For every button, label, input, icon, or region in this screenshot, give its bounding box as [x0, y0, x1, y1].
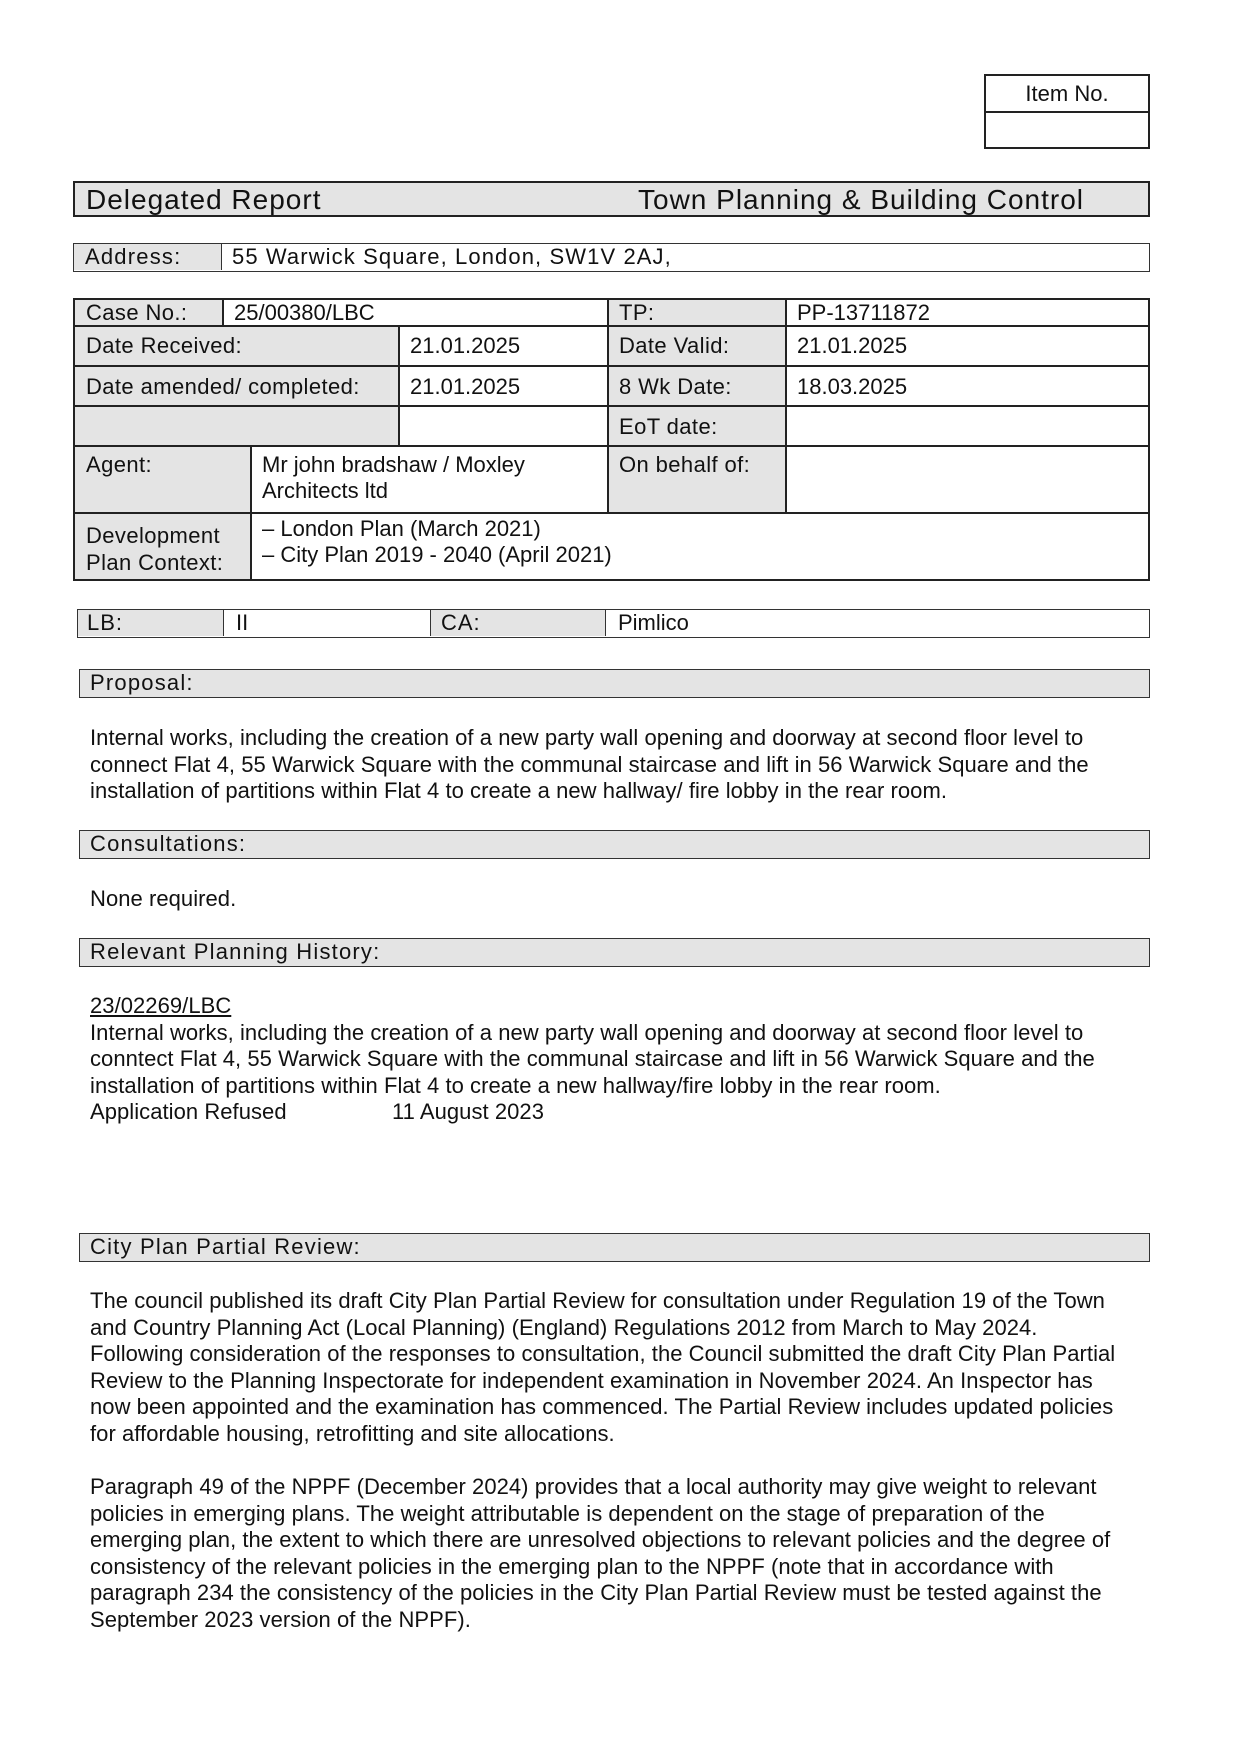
date-valid-label: Date Valid:	[619, 333, 730, 358]
history-decision-row	[90, 1099, 1180, 1126]
city-plan-p2-line-4: consistency of the relevant policies in the emerging plan to the NPPF (note that in accordance with	[90, 1553, 1054, 1579]
city-plan-p1-line-3: Following consideration of the responses to consultation, the Council submitted the draft City Plan Partial	[90, 1341, 1116, 1366]
development-plan-item-2: – City Plan 2019 - 2040 (April 2021)	[262, 542, 612, 567]
details-table	[73, 298, 1150, 581]
consultations-heading: Consultations:	[79, 830, 1150, 859]
item-number-box	[984, 74, 1150, 149]
city-plan-p1-line-2: and Country Planning Act (Local Planning) (England) Regulations 2012 from March to May 2024.	[90, 1314, 1038, 1340]
city-plan-p1-line-1: The council published its draft City Plan Partial Review for consultation under Regulation 19 of the Town	[90, 1288, 1105, 1313]
proposal-heading: Proposal:	[79, 669, 1150, 698]
development-plan-label	[75, 522, 234, 576]
agent-value	[251, 452, 536, 504]
city-plan-heading: City Plan Partial Review:	[79, 1233, 1150, 1262]
planning-history-heading: Relevant Planning History:	[79, 938, 1150, 967]
history-line-2: conntect Flat 4, 55 Warwick Square with the communal staircase and lift in 56 Warwick Square and the	[90, 1046, 1095, 1071]
agent-line-1: Mr john bradshaw / Moxley	[262, 452, 525, 477]
address-row	[73, 243, 1150, 272]
planning-history-text	[90, 993, 1180, 1126]
consultations-text: None required.	[90, 886, 237, 911]
report-type: Delegated Report	[86, 184, 322, 215]
history-line-1: Internal works, including the creation of a new party wall opening and doorway at second floor level to	[90, 1019, 1084, 1045]
city-plan-p1-line-4: Review to the Planning Inspectorate for independent examination in November 2024. An Inspector has	[90, 1367, 1093, 1393]
city-plan-paragraph-1	[90, 1288, 1190, 1447]
tp-value: PP-13711872	[797, 300, 930, 325]
eot-date-label: EoT date:	[619, 414, 718, 439]
lb-label: LB:	[87, 610, 124, 635]
on-behalf-of-label: On behalf of:	[619, 452, 751, 477]
lb-ca-row	[77, 609, 1150, 638]
address-label: Address:	[74, 244, 222, 270]
date-valid-value: 21.01.2025	[797, 333, 908, 358]
date-received-value: 21.01.2025	[410, 333, 521, 358]
department-name: Town Planning & Building Control	[638, 184, 1085, 215]
history-reference: 23/02269/LBC	[90, 993, 232, 1018]
history-decision-date: 11 August 2023	[392, 1099, 544, 1124]
item-number-label: Item No.	[986, 76, 1148, 113]
report-header	[73, 181, 1150, 217]
city-plan-paragraph-2	[90, 1474, 1190, 1633]
case-no-label: Case No.:	[86, 300, 188, 325]
city-plan-p2-line-2: policies in emerging plans. The weight attributable is dependent on the stage of preparation of the	[90, 1500, 1045, 1526]
city-plan-p2-line-6: September 2023 version of the NPPF).	[90, 1606, 471, 1632]
history-decision: Application Refused	[90, 1099, 287, 1124]
development-plan-item-1: – London Plan (March 2021)	[262, 516, 541, 541]
proposal-line-3: installation of partitions within Flat 4 to create a new hallway/ fire lobby in the rear room.	[90, 778, 948, 803]
history-line-3: installation of partitions within Flat 4 to create a new hallway/fire lobby in the rear room.	[90, 1072, 941, 1098]
city-plan-p2-line-1: Paragraph 49 of the NPPF (December 2024) provides that a local authority may give weight to relevant	[90, 1474, 1097, 1499]
city-plan-p2-line-3: emerging plan, the extent to which there are unresolved objections to relevant policies and the degree of	[90, 1527, 1111, 1552]
agent-label: Agent:	[86, 452, 153, 477]
eight-week-date-value: 18.03.2025	[797, 374, 908, 399]
item-number-value	[986, 113, 1148, 149]
proposal-line-1: Internal works, including the creation of a new party wall opening and doorway at second floor level to	[90, 725, 1084, 750]
tp-label: TP:	[619, 300, 655, 325]
development-plan-context	[251, 516, 623, 568]
agent-line-2: Architects ltd	[262, 478, 388, 503]
city-plan-p2-line-5: paragraph 234 the consistency of the policies in the City Plan Partial Review must be tested against the	[90, 1580, 1102, 1605]
ca-label: CA:	[441, 610, 481, 635]
lb-value: II	[236, 610, 249, 635]
case-no-value: 25/00380/LBC	[234, 300, 375, 325]
date-received-label: Date Received:	[86, 333, 243, 358]
development-plan-label-line-1: Development	[86, 523, 221, 548]
date-amended-value: 21.01.2025	[410, 374, 521, 399]
city-plan-p1-line-5: now been appointed and the examination has commenced. The Partial Review includes updated policies	[90, 1394, 1114, 1419]
proposal-text	[90, 725, 1180, 805]
city-plan-p1-line-6: for affordable housing, retrofitting and site allocations.	[90, 1420, 615, 1446]
eight-week-date-label: 8 Wk Date:	[619, 374, 732, 399]
development-plan-label-line-2: Plan Context:	[86, 550, 224, 575]
proposal-line-2: connect Flat 4, 55 Warwick Square with the communal staircase and lift in 56 Warwick Square and the	[90, 751, 1089, 777]
address-value: 55 Warwick Square, London, SW1V 2AJ,	[232, 244, 672, 269]
ca-value: Pimlico	[618, 610, 689, 635]
date-amended-label: Date amended/ completed:	[86, 374, 360, 399]
